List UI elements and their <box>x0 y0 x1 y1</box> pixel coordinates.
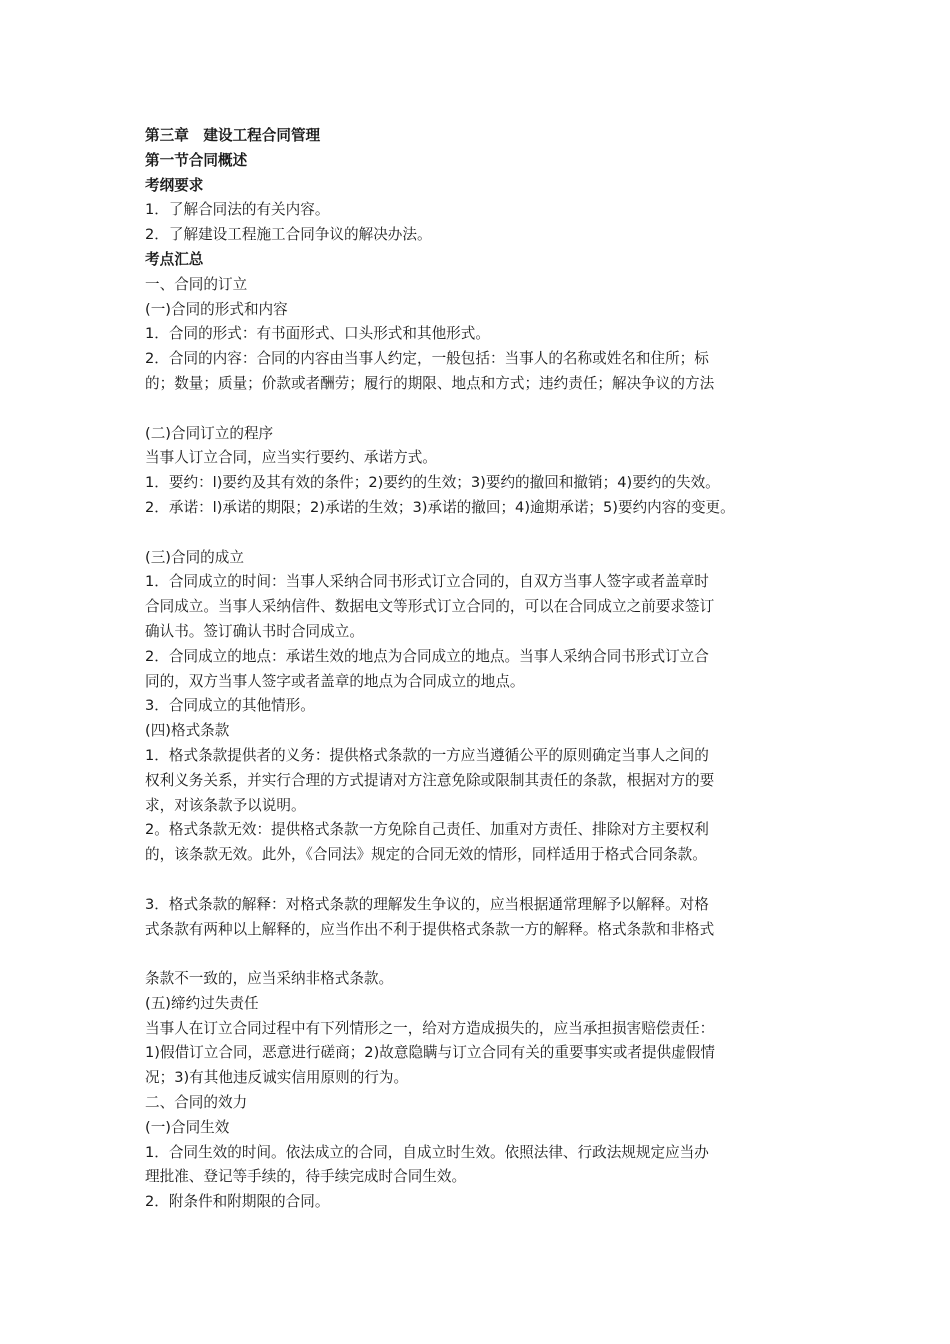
paragraph-line: (五)缔约过失责任 <box>145 994 259 1012</box>
paragraph-line: 确认书。签订确认书时合同成立。 <box>145 622 364 640</box>
chapter-title: 第三章 建设工程合同管理 <box>145 127 321 144</box>
paragraph-line: 2．合同的内容：合同的内容由当事人约定，一般包括：当事人的名称或姓名和住所；标 <box>145 350 709 368</box>
exam-requirement-item: 1．了解合同法的有关内容。 <box>145 201 330 219</box>
paragraph-line: 1．要约：l)要约及其有效的条件；2)要约的生效；3)要约的撤回和撤销；4)要约的失效。 <box>145 474 720 492</box>
paragraph-line: 同的，双方当事人签字或者盖章的地点为合同成立的地点。 <box>145 672 525 690</box>
paragraph-line: 2．合同成立的地点：承诺生效的地点为合同成立的地点。当事人采纳合同书形式订立合 <box>145 647 709 665</box>
exam-requirements-heading: 考纲要求 <box>145 176 204 194</box>
paragraph-line: 1．合同成立的时间：当事人采纳合同书形式订立合同的，自双方当事人签字或者盖章时 <box>145 573 709 591</box>
paragraph-line: 合同成立。当事人采纳信件、数据电文等形式订立合同的，可以在合同成立之前要求签订 <box>145 598 715 616</box>
paragraph-line: 权利义务关系，并实行合理的方式提请对方注意免除或限制其责任的条款，根据对方的要 <box>145 771 715 789</box>
paragraph-line: 1．合同的形式：有书面形式、口头形式和其他形式。 <box>145 325 490 343</box>
paragraph-line: 求，对该条款予以说明。 <box>145 796 306 814</box>
paragraph-line: (一)合同的形式和内容 <box>145 300 288 318</box>
section-title: 第一节合同概述 <box>145 151 248 169</box>
paragraph-line: 3．格式条款的解释：对格式条款的理解发生争议的，应当根据通常理解予以解释。对格 <box>145 895 709 913</box>
blank-line <box>145 868 825 893</box>
paragraph-line: 理批准、登记等手续的，待手续完成时合同生效。 <box>145 1168 467 1186</box>
blank-line <box>145 521 825 546</box>
paragraph-line: 2．承诺：l)承诺的期限；2)承诺的生效；3)承诺的撤回；4)逾期承诺；5)要约内容的变更。 <box>145 498 735 516</box>
paragraph-line: 条款不一致的，应当采纳非格式条款。 <box>145 970 394 988</box>
paragraph-line: 式条款有两种以上解释的，应当作出不利于提供格式条款一方的解释。格式条款和非格式 <box>145 920 715 938</box>
paragraph-line: 的，该条款无效。此外，《合同法》规定的合同无效的情形，同样适用于格式合同条款。 <box>145 846 707 864</box>
document-page <box>145 124 825 1215</box>
paragraph-line: (二)合同订立的程序 <box>145 424 274 442</box>
paragraph-line: 2。格式条款无效：提供格式条款一方免除自己责任、加重对方责任、排除对方主要权利 <box>145 821 709 839</box>
paragraph-line: 的；数量；质量；价款或者酬劳；履行的期限、地点和方式；违约责任；解决争议的方法 <box>145 374 715 392</box>
paragraph-line: 二、合同的效力 <box>145 1094 248 1112</box>
paragraph-line: 一、合同的订立 <box>145 275 248 293</box>
paragraph-line: 当事人在订立合同过程中有下列情形之一，给对方造成损失的，应当承担损害赔偿责任： <box>145 1019 715 1037</box>
paragraph-line: 况；3)有其他违反诚实信用原则的行为。 <box>145 1069 409 1087</box>
exam-requirement-item: 2．了解建设工程施工合同争议的解决办法。 <box>145 226 432 244</box>
paragraph-line: (四)格式条款 <box>145 722 230 740</box>
paragraph-line: (三)合同的成立 <box>145 548 244 566</box>
document-body <box>145 273 825 1215</box>
paragraph-line: 1．格式条款提供者的义务：提供格式条款的一方应当遵循公平的原则确定当事人之间的 <box>145 746 709 764</box>
paragraph-line: 当事人订立合同，应当实行要约、承诺方式。 <box>145 449 437 467</box>
paragraph-line: 1)假借订立合同，恶意进行磋商；2)故意隐瞒与订立合同有关的重要事实或者提供虚假情 <box>145 1044 715 1062</box>
blank-line <box>145 397 825 422</box>
paragraph-line: 3．合同成立的其他情形。 <box>145 697 315 715</box>
paragraph-line: (一)合同生效 <box>145 1118 230 1136</box>
key-points-heading: 考点汇总 <box>145 250 204 268</box>
paragraph-line: 1．合同生效的时间。依法成立的合同，自成立时生效。依照法律、行政法规规定应当办 <box>145 1143 709 1161</box>
blank-line <box>145 942 825 967</box>
paragraph-line: 2．附条件和附期限的合同。 <box>145 1193 330 1211</box>
